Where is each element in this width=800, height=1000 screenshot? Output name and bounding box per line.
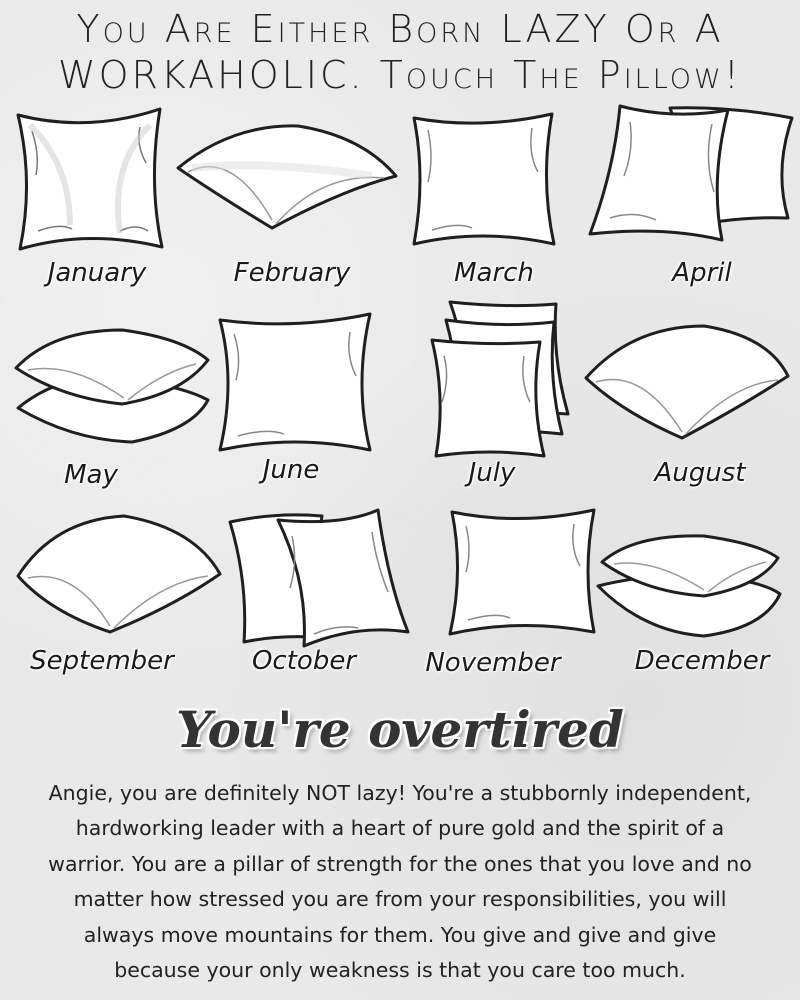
pillow-august[interactable]	[582, 322, 792, 442]
title-line-2: WORKAHOLIC. Touch The Pillow!	[58, 53, 742, 97]
description-line: because your only weakness is that you care too much.	[114, 958, 686, 983]
result-heading: You're overtired	[176, 700, 624, 759]
square-pillow-icon	[444, 506, 600, 638]
result-description	[14, 776, 786, 988]
pillow-april[interactable]	[584, 100, 796, 246]
description-line: warrior. You are a pillar of strength for the ones that you love and no	[48, 851, 752, 876]
month-label-june: June	[262, 455, 320, 485]
pillow-december[interactable]	[594, 532, 784, 640]
two-pillows-icon	[584, 100, 796, 246]
flat-pillow-icon	[14, 512, 224, 638]
stacked-pillows-icon	[12, 322, 212, 448]
description-line: Angie, you are definitely NOT lazy! You're a stubbornly independent,	[48, 781, 752, 805]
three-pillows-icon	[426, 298, 576, 462]
title-line-1: You Are Either Born LAZY Or A	[76, 7, 724, 51]
pillow-january[interactable]	[10, 105, 170, 255]
pillow-may[interactable]	[12, 322, 212, 448]
page-title	[0, 6, 800, 98]
month-label-december: December	[634, 646, 770, 676]
month-label-may: May	[64, 460, 118, 490]
pillow-february[interactable]	[172, 120, 402, 232]
month-label-april: April	[672, 258, 732, 288]
square-pillow-icon	[10, 105, 170, 255]
square-pillow-icon	[214, 310, 376, 456]
stacked-pillows-icon	[594, 532, 784, 640]
month-label-march: March	[454, 258, 534, 288]
month-label-february: February	[233, 258, 351, 288]
month-label-january: January	[47, 258, 147, 288]
description-line: always move mountains for them. You give and give and give	[83, 922, 717, 947]
month-label-july: July	[468, 458, 516, 488]
description-line: hardworking leader with a heart of pure gold and the spirit of a	[75, 816, 725, 841]
description-line: matter how stressed you are from your responsibilities, you will	[73, 887, 727, 912]
pillow-november[interactable]	[444, 506, 600, 638]
month-label-november: November	[425, 648, 561, 678]
pillow-march[interactable]	[406, 108, 558, 250]
month-label-august: August	[654, 458, 746, 488]
pillow-september[interactable]	[14, 512, 224, 638]
month-label-october: October	[251, 646, 357, 676]
two-pillows-icon	[226, 506, 414, 652]
month-label-september: September	[30, 646, 174, 676]
square-pillow-icon	[406, 108, 558, 250]
flat-pillow-icon	[582, 322, 792, 442]
flat-pillow-icon	[172, 120, 402, 232]
pillow-october[interactable]	[226, 506, 414, 652]
pillow-june[interactable]	[214, 310, 376, 456]
pillow-july[interactable]	[426, 298, 576, 462]
